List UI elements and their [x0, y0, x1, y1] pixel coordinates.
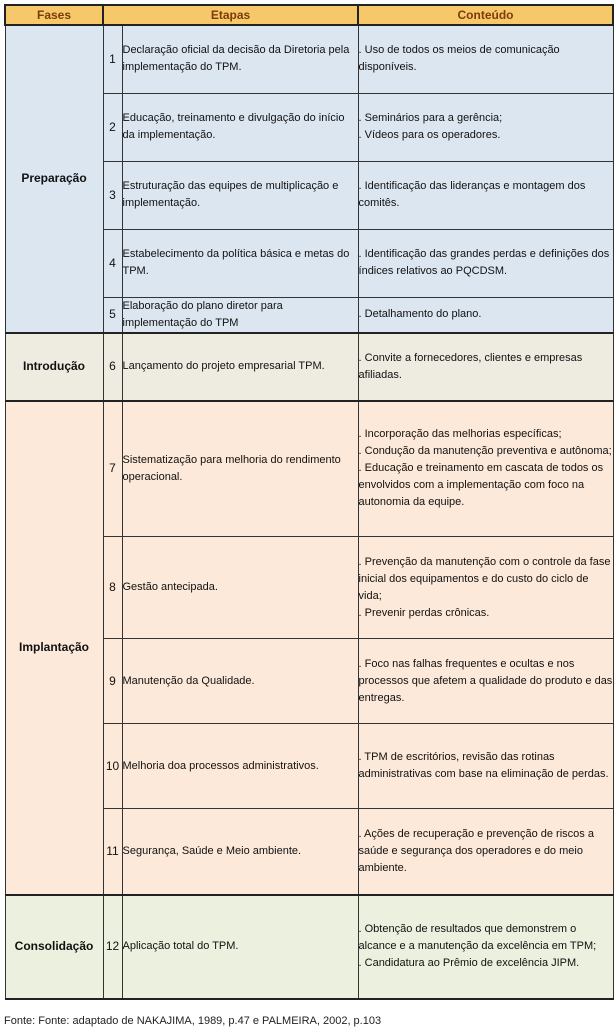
step-etapa: Segurança, Saúde e Meio ambiente.: [122, 809, 358, 895]
step-number: 7: [103, 401, 122, 537]
table-row: [5, 25, 613, 93]
source-caption: Fonte: Fonte: adaptado de NAKAJIMA, 1989, p.47 e PALMEIRA, 2002, p.103: [4, 1015, 382, 1027]
step-number: 4: [103, 229, 122, 297]
step-etapa: Educação, treinamento e divulgação do início da implementação.: [122, 93, 358, 161]
step-etapa: Melhoria doa processos administrativos.: [122, 724, 358, 809]
step-conteudo: . Seminários para a gerência; . Vídeos para os operadores.: [358, 93, 613, 161]
header-etapas: Etapas: [103, 5, 358, 25]
step-number: 2: [103, 93, 122, 161]
step-conteudo: . Foco nas falhas frequentes e ocultas e nos processos que afetem a qualidade do produto e das entregas.: [358, 639, 613, 724]
step-etapa: Gestão antecipada.: [122, 537, 358, 639]
step-conteudo: . Detalhamento do plano.: [358, 297, 613, 333]
step-conteudo: . Obtenção de resultados que demonstrem o alcance e a manutenção da excelência em TPM; . Candidatura ao Prêmio de excelência JIPM.: [358, 895, 613, 999]
step-number: 8: [103, 537, 122, 639]
phase-implantacao: Implantação: [5, 401, 103, 895]
table-header-row: [5, 5, 613, 25]
header-conteudo: Conteúdo: [358, 5, 613, 25]
step-conteudo: . Incorporação das melhorias específicas; . Condução da manutenção preventiva e autônoma; . Educação e treinamento em cascata de todos os envolvidos com a implementação com foco na autonomia da equipe.: [358, 401, 613, 537]
table-row: [5, 401, 613, 537]
step-conteudo: . Prevenção da manutenção com o controle da fase inicial dos equipamentos e do custo do ciclo de vida; . Prevenir perdas crônicas.: [358, 537, 613, 639]
step-number: 9: [103, 639, 122, 724]
step-number: 6: [103, 333, 122, 401]
table-row: [5, 333, 613, 401]
step-conteudo: . Identificação das grandes perdas e definições dos índices relativos ao PQCDSM.: [358, 229, 613, 297]
step-etapa: Declaração oficial da decisão da Diretoria pela implementação do TPM.: [122, 25, 358, 93]
table-row: [5, 895, 613, 999]
step-number: 3: [103, 161, 122, 229]
step-conteudo: . TPM de escritórios, revisão das rotinas administrativas com base na eliminação de perdas.: [358, 724, 613, 809]
step-etapa: Sistematização para melhoria do rendimento operacional.: [122, 401, 358, 537]
step-etapa: Elaboração do plano diretor para implementação do TPM: [122, 297, 358, 333]
step-number: 5: [103, 297, 122, 333]
step-number: 12: [103, 895, 122, 999]
phase-preparacao: Preparação: [5, 25, 103, 333]
step-number: 10: [103, 724, 122, 809]
step-etapa: Aplicação total do TPM.: [122, 895, 358, 999]
step-conteudo: . Convite a fornecedores, clientes e empresas afiliadas.: [358, 333, 613, 401]
step-etapa: Lançamento do projeto empresarial TPM.: [122, 333, 358, 401]
step-conteudo: . Identificação das lideranças e montagem dos comitês.: [358, 161, 613, 229]
step-conteudo: . Uso de todos os meios de comunicação disponíveis.: [358, 25, 613, 93]
header-fases: Fases: [5, 5, 103, 25]
step-number: 11: [103, 809, 122, 895]
phase-consolidacao: Consolidação: [5, 895, 103, 999]
step-number: 1: [103, 25, 122, 93]
step-etapa: Estabelecimento da política básica e metas do TPM.: [122, 229, 358, 297]
tpm-phases-table: [4, 4, 614, 1000]
step-etapa: Estruturação das equipes de multiplicação e implementação.: [122, 161, 358, 229]
phase-introducao: Introdução: [5, 333, 103, 401]
step-conteudo: . Ações de recuperação e prevenção de riscos a saúde e segurança dos operadores e do meio ambiente.: [358, 809, 613, 895]
step-etapa: Manutenção da Qualidade.: [122, 639, 358, 724]
